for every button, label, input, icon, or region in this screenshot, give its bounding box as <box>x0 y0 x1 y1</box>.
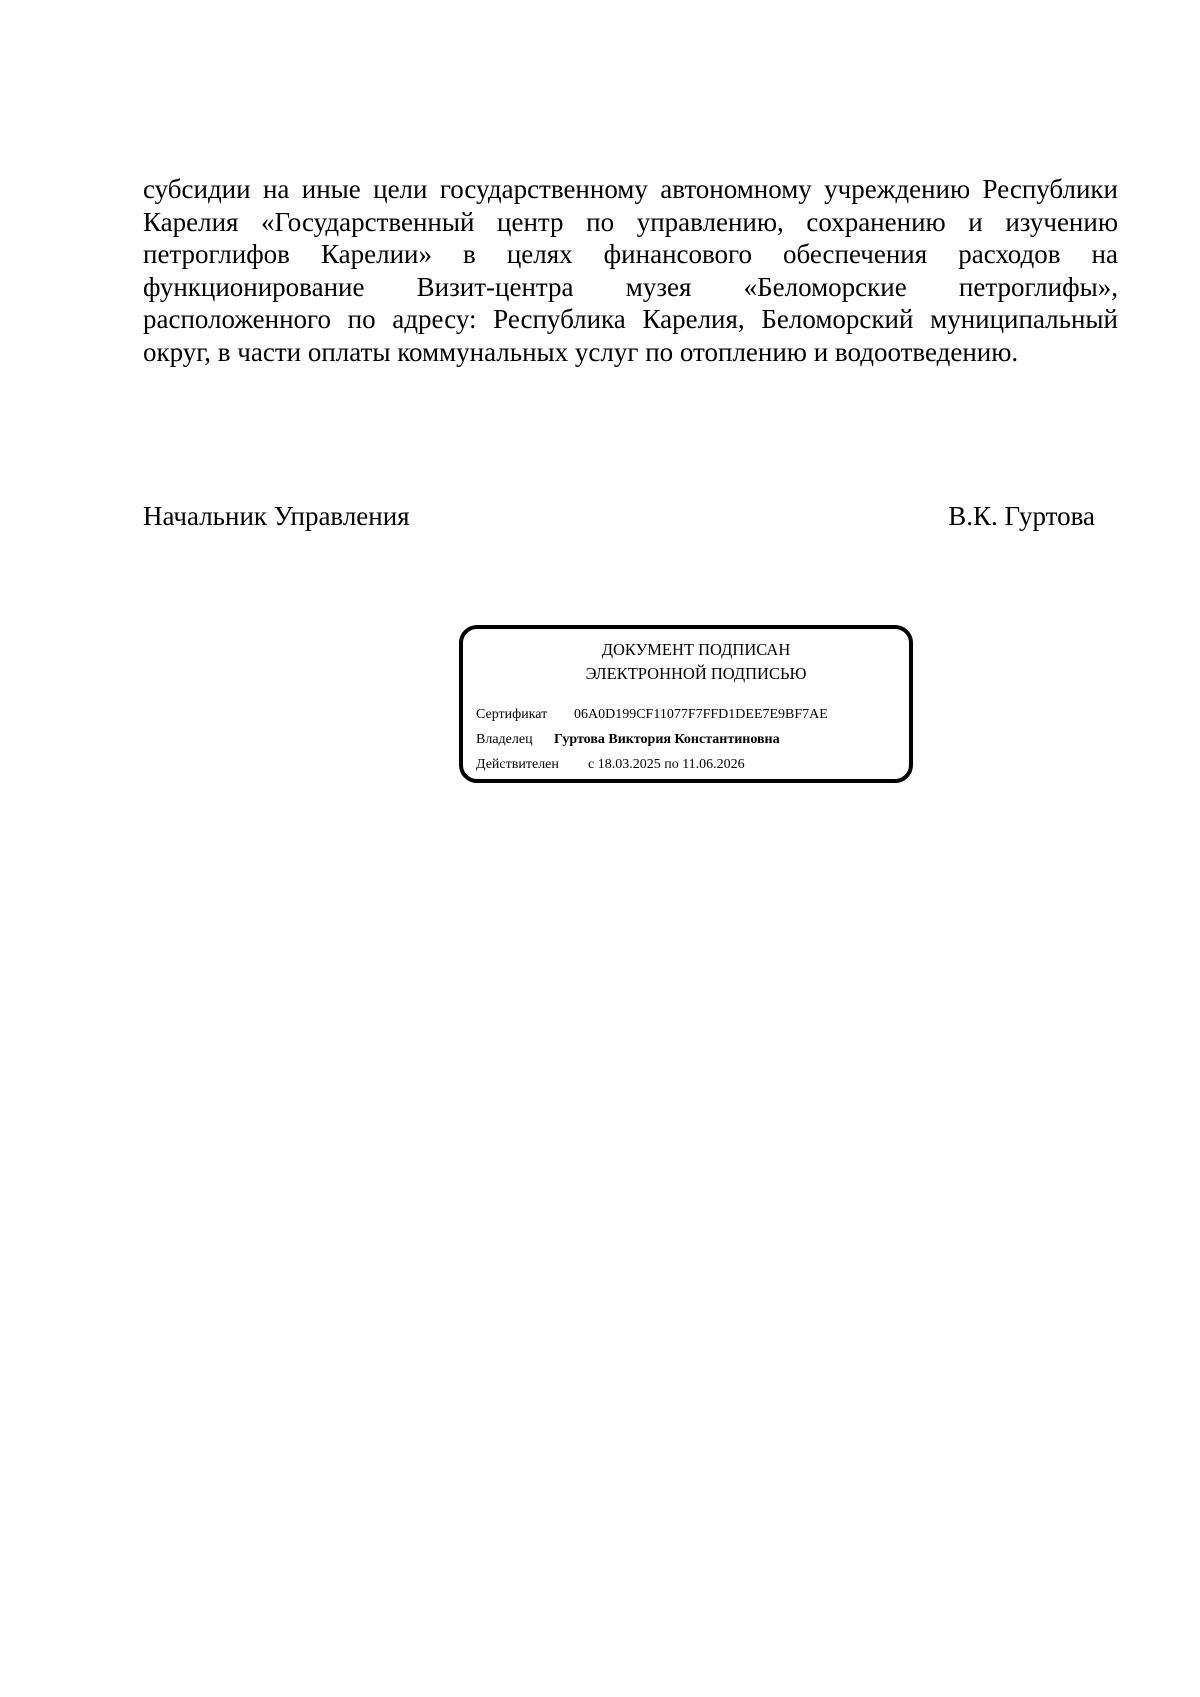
owner-value: Гуртова Виктория Константиновна <box>554 732 780 747</box>
certificate-value: 06A0D199CF11077F7FFD1DEE7E9BF7AE <box>574 707 828 722</box>
owner-label: Владелец <box>476 732 533 747</box>
signatory-name: В.К. Гуртова <box>948 501 1095 531</box>
stamp-header <box>463 638 909 686</box>
validity-label: Действителен <box>476 757 559 772</box>
certificate-label: Сертификат <box>476 707 548 722</box>
stamp-header-line-1: ДОКУМЕНТ ПОДПИСАН <box>601 640 791 659</box>
signatory-position: Начальник Управления <box>143 501 410 531</box>
stamp-validity-row <box>476 756 745 774</box>
stamp-header-line-2: ЭЛЕКТРОННОЙ ПОДПИСЬЮ <box>585 664 807 683</box>
signature-block <box>143 500 1095 532</box>
stamp-owner-row <box>476 731 780 749</box>
stamp-certificate-row <box>476 706 828 724</box>
validity-value: с 18.03.2025 по 11.06.2026 <box>588 757 745 772</box>
electronic-signature-stamp <box>459 625 913 783</box>
body-paragraph: субсидии на иные цели государственному автономному учреждению Республики Карелия «Государственный центр по управлению, сохранению и изучению петроглифов Карелии» в целях финансового обеспечения расходов на функционирование Визит-центра музея «Беломорские петроглифы», расположенного по адресу: Республика Карелия, Беломорский муниципальный округ, в части оплаты коммунальных услуг по отоплению и водоотведению. <box>143 174 1118 367</box>
